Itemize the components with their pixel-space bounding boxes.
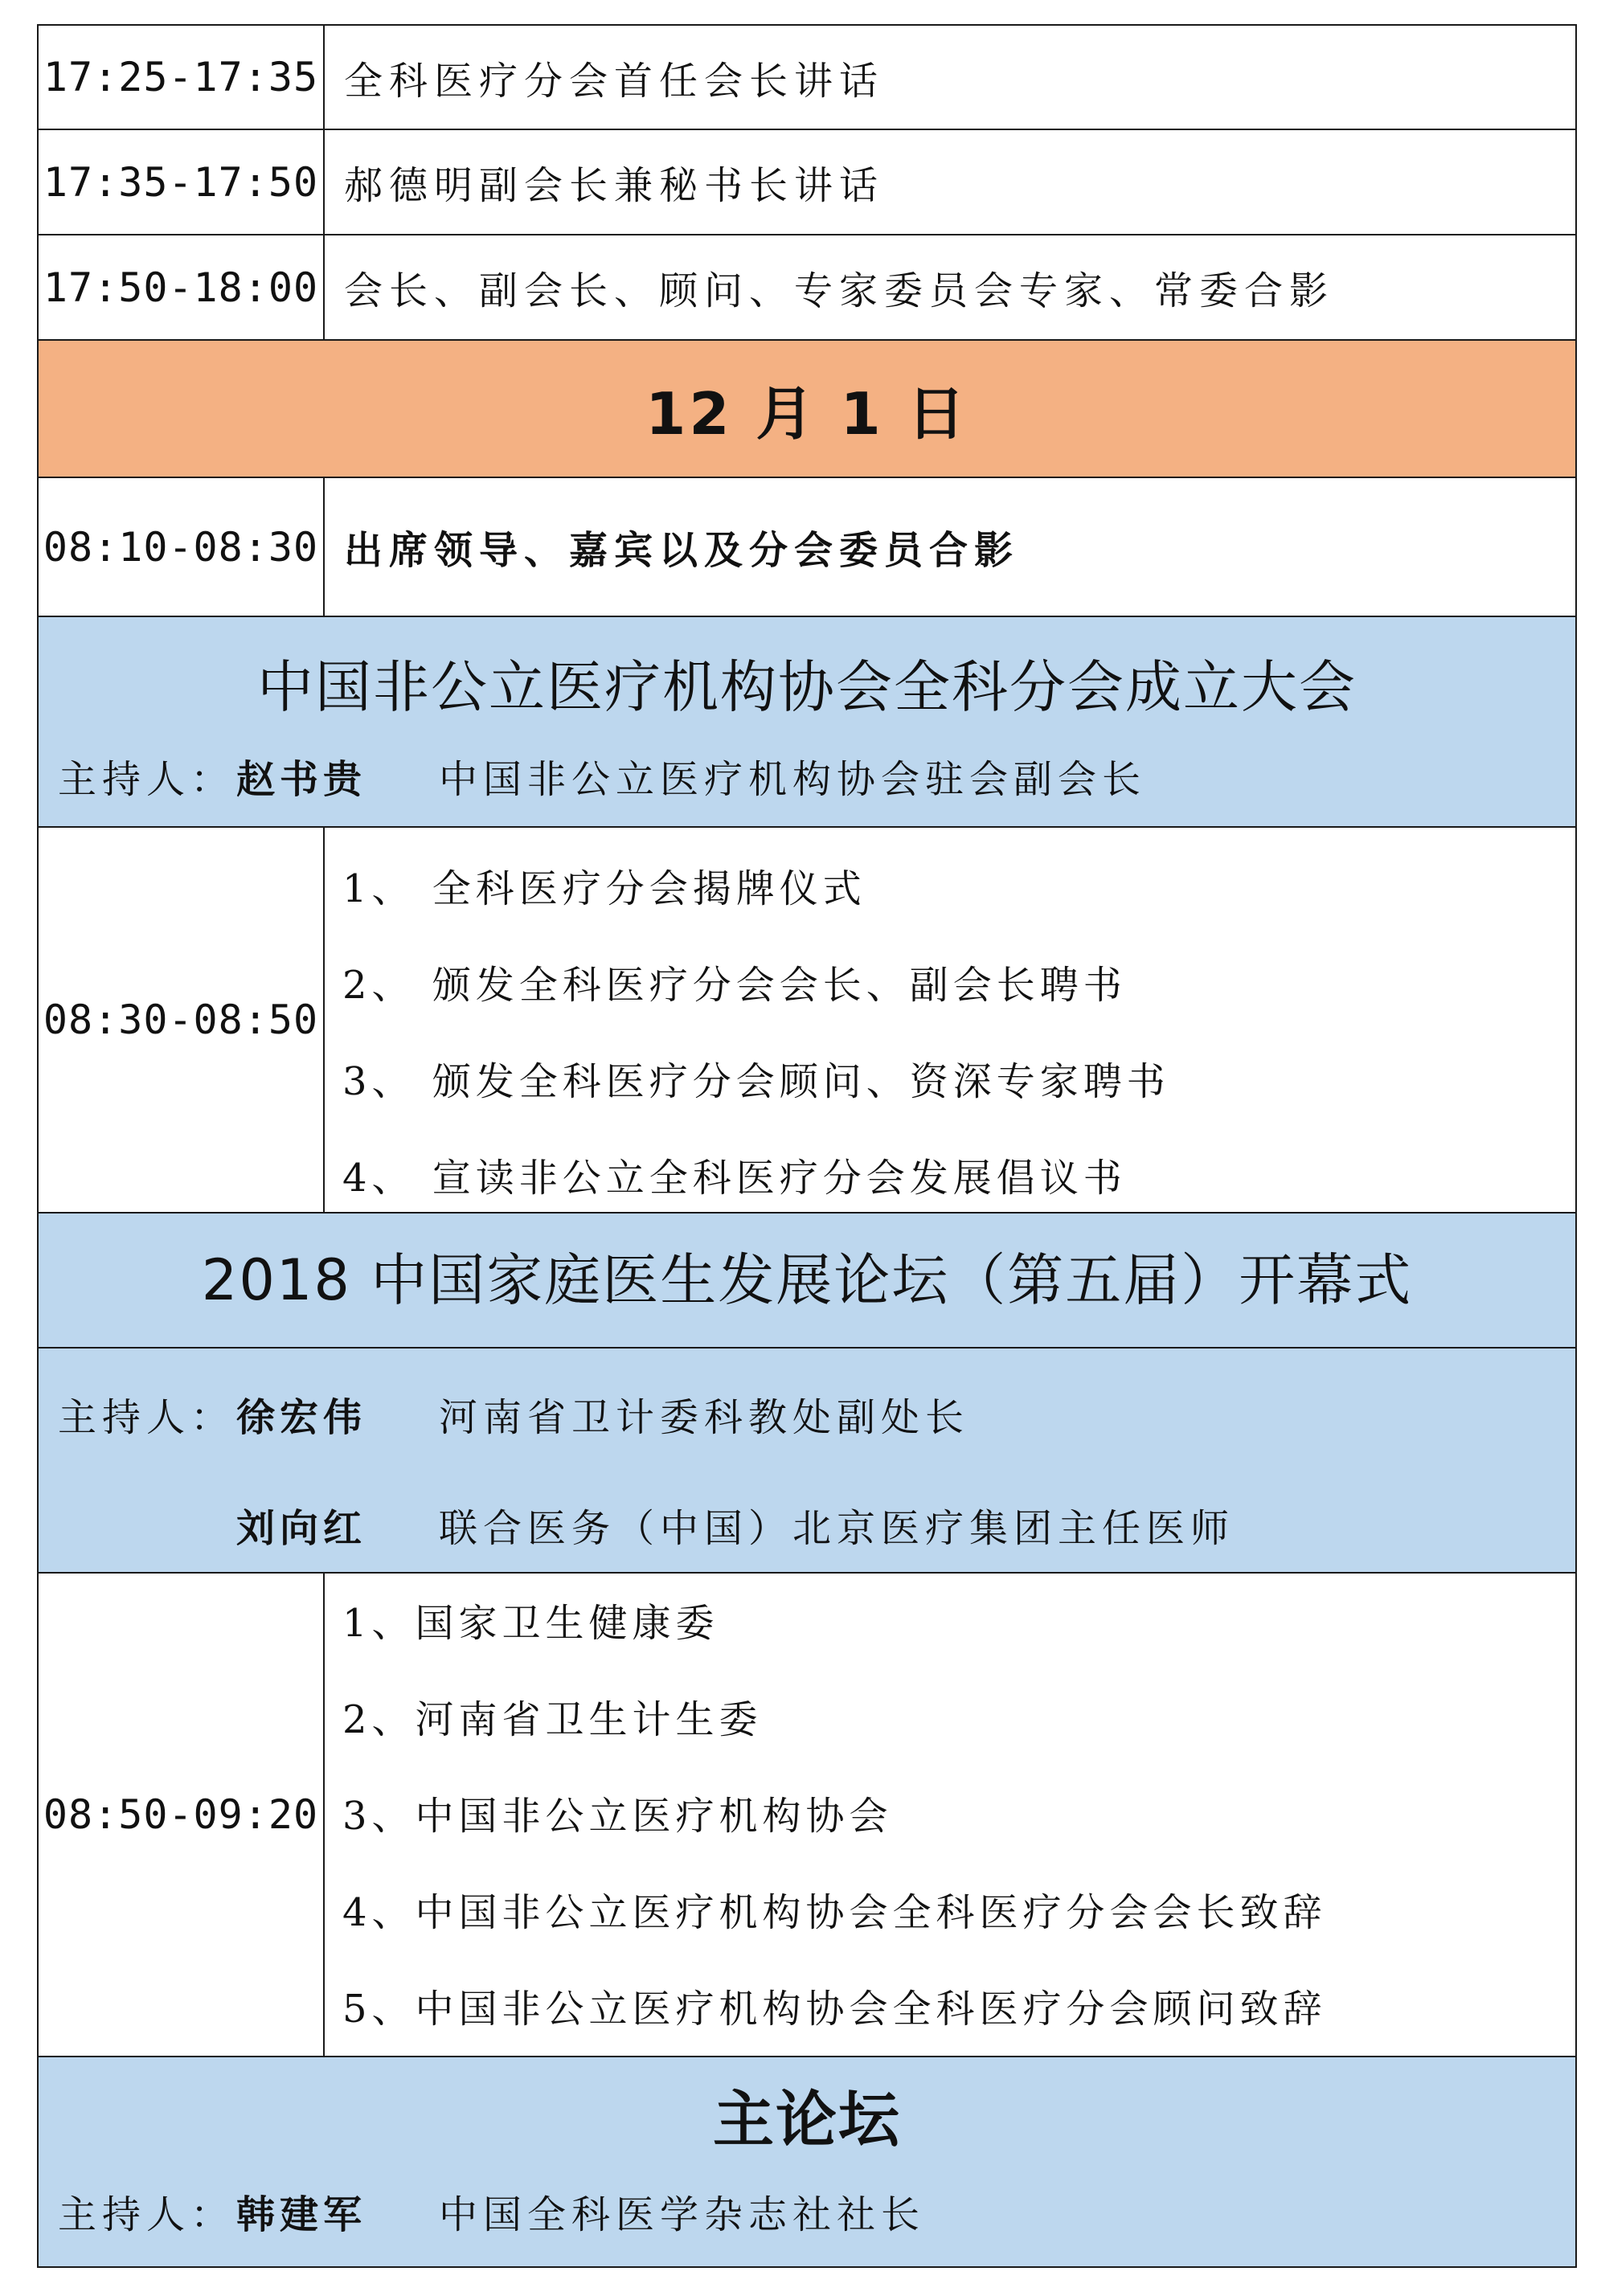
section-title: 中国非公立医疗机构协会全科分会成立大会 xyxy=(257,654,1357,720)
date-header-row xyxy=(38,340,1576,477)
date-header: 12 月 1 日 xyxy=(38,340,1576,477)
agenda-list xyxy=(324,1573,1576,2057)
host-label: 主持人： xyxy=(58,757,235,802)
host-line xyxy=(39,757,1575,802)
hosts-block xyxy=(38,1348,1576,1573)
schedule-table xyxy=(37,24,1577,2268)
list-item: 4、 宣读非公立全科医疗分会发展倡议书 xyxy=(342,1156,1127,1201)
section-header xyxy=(38,616,1576,827)
host-line xyxy=(39,2192,1575,2237)
list-item: 4、中国非公立医疗机构协会全科医疗分会会长致辞 xyxy=(342,1890,1327,1935)
agenda-cell: 全科医疗分会首任会长讲话 xyxy=(324,25,1576,129)
time-cell: 08:30-08:50 xyxy=(38,827,324,1213)
host-name: 刘向红 xyxy=(236,1506,367,1551)
schedule-row xyxy=(38,235,1576,340)
section-header xyxy=(38,2057,1576,2267)
time-cell: 17:50-18:00 xyxy=(38,235,324,340)
host-role: 联合医务（中国）北京医疗集团主任医师 xyxy=(439,1506,1235,1551)
time-cell: 17:25-17:35 xyxy=(38,25,324,129)
host-label: 主持人： xyxy=(58,2192,235,2237)
schedule-row xyxy=(38,129,1576,235)
time-cell: 08:10-08:30 xyxy=(38,477,324,616)
host-line xyxy=(39,1395,1575,1440)
host-name: 徐宏伟 xyxy=(236,1395,367,1440)
time-cell: 08:50-09:20 xyxy=(38,1573,324,2057)
schedule-row xyxy=(38,1573,1576,2057)
host-role: 中国非公立医疗机构协会驻会副会长 xyxy=(439,757,1147,802)
list-item: 3、 颁发全科医疗分会顾问、资深专家聘书 xyxy=(342,1059,1170,1104)
section-title: 主论坛 xyxy=(713,2084,901,2155)
schedule-row xyxy=(38,477,1576,616)
agenda-cell: 会长、副会长、顾问、专家委员会专家、常委合影 xyxy=(324,235,1576,340)
schedule-row xyxy=(38,827,1576,1213)
list-item: 1、国家卫生健康委 xyxy=(342,1601,719,1646)
hosts-row xyxy=(38,1348,1576,1573)
agenda-list xyxy=(324,827,1576,1213)
list-item: 1、 全科医疗分会揭牌仪式 xyxy=(342,866,866,911)
list-item: 2、河南省卫生计生委 xyxy=(342,1697,763,1742)
list-item: 5、中国非公立医疗机构协会全科医疗分会顾问致辞 xyxy=(342,1987,1327,2032)
list-item: 2、 颁发全科医疗分会会长、副会长聘书 xyxy=(342,963,1127,1008)
host-name: 赵书贵 xyxy=(236,757,367,802)
host-role: 河南省卫计委科教处副处长 xyxy=(439,1395,970,1440)
agenda-cell: 郝德明副会长兼秘书长讲话 xyxy=(324,129,1576,235)
section-title: 2018 中国家庭医生发展论坛（第五届）开幕式 xyxy=(38,1213,1576,1348)
schedule-row xyxy=(38,25,1576,129)
host-line xyxy=(39,1506,1575,1551)
host-label: 主持人： xyxy=(58,1395,235,1440)
section-header-row xyxy=(38,1213,1576,1348)
time-cell: 17:35-17:50 xyxy=(38,129,324,235)
agenda-cell: 出席领导、嘉宾以及分会委员合影 xyxy=(324,477,1576,616)
section-header-row xyxy=(38,616,1576,827)
list-item: 3、中国非公立医疗机构协会 xyxy=(342,1794,893,1839)
host-name: 韩建军 xyxy=(236,2192,367,2237)
section-header-row xyxy=(38,2057,1576,2267)
host-role: 中国全科医学杂志社社长 xyxy=(439,2192,926,2237)
